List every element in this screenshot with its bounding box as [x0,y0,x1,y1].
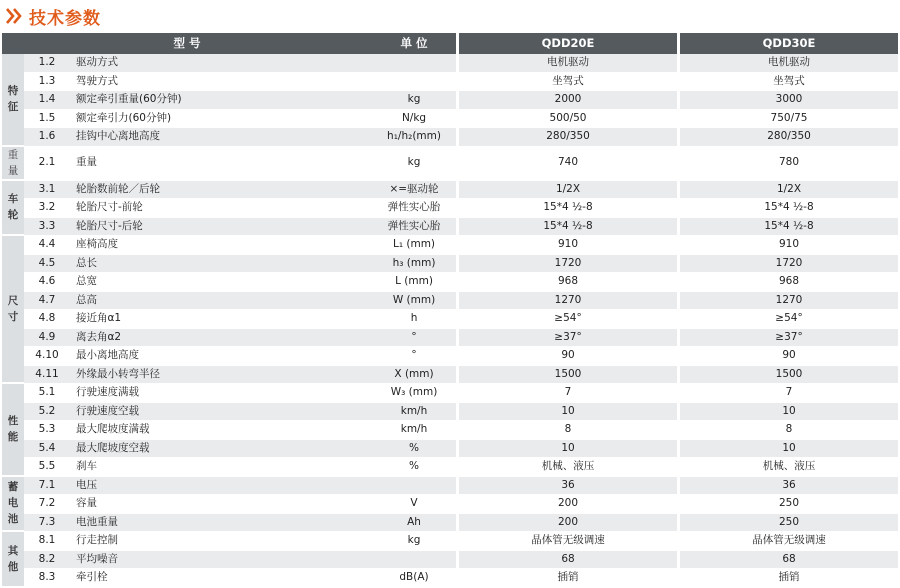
table-row [2,236,898,255]
row-unit: 弹性实心胎 [372,199,456,218]
model-a-value: 740 [459,147,677,181]
model-b-value: 910 [680,236,898,255]
row-name: 重量 [70,147,372,181]
row-name: 行驶速度空载 [70,403,372,422]
row-name: 总宽 [70,273,372,292]
model-a-value: ≥54° [459,310,677,329]
model-b-value: 10 [680,440,898,459]
row-name: 行走控制 [70,532,372,551]
row-unit [372,551,456,570]
model-b-value: 8 [680,421,898,440]
row-name: 驱动方式 [70,54,372,73]
row-code: 1.4 [24,91,70,110]
model-b-value: 3000 [680,91,898,110]
model-a-value: 15*4 ½-8 [459,199,677,218]
table-row [2,181,898,200]
row-code: 3.2 [24,199,70,218]
model-a-value: 910 [459,236,677,255]
row-name: 最小离地高度 [70,347,372,366]
row-unit [372,54,456,73]
table-row [2,384,898,403]
group-label: 特 征 [2,54,24,147]
model-a-value: 200 [459,495,677,514]
row-unit: % [372,440,456,459]
row-code: 7.2 [24,495,70,514]
row-unit: h₁/h₂(mm) [372,128,456,147]
model-a-value: 插销 [459,569,677,588]
table-row [2,73,898,92]
model-a-value: 7 [459,384,677,403]
model-a-value: 机械、液压 [459,458,677,477]
model-b-value: 坐驾式 [680,73,898,92]
page-title: 技术参数 [29,8,101,29]
table-row [2,495,898,514]
table-row [2,329,898,348]
table-row [2,347,898,366]
row-code: 1.5 [24,110,70,129]
table-row [2,421,898,440]
model-b-value: 1500 [680,366,898,385]
model-a-value: 1500 [459,366,677,385]
row-code: 4.10 [24,347,70,366]
model-b-value: 750/75 [680,110,898,129]
model-a-value: 90 [459,347,677,366]
model-a-value: 10 [459,440,677,459]
row-name: 总高 [70,292,372,311]
row-unit: L₁ (mm) [372,236,456,255]
row-unit [372,73,456,92]
model-a-value: 2000 [459,91,677,110]
row-name: 总长 [70,255,372,274]
model-a-value: 200 [459,514,677,533]
row-code: 1.6 [24,128,70,147]
row-unit [372,477,456,496]
table-row [2,91,898,110]
row-code: 4.11 [24,366,70,385]
table-row [2,218,898,237]
row-code: 7.3 [24,514,70,533]
row-unit: kg [372,147,456,181]
row-unit: ×=驱动轮 [372,181,456,200]
row-unit: X (mm) [372,366,456,385]
model-b-value: 968 [680,273,898,292]
model-a-value: 坐驾式 [459,73,677,92]
row-unit: % [372,458,456,477]
spec-table [2,33,898,588]
row-name: 轮胎数前轮／后轮 [70,181,372,200]
row-name: 额定牵引力(60分钟) [70,110,372,129]
model-a-value: 15*4 ½-8 [459,218,677,237]
model-a-value: 280/350 [459,128,677,147]
row-unit: N/kg [372,110,456,129]
row-unit: Ah [372,514,456,533]
table-body [2,54,898,588]
row-unit: kg [372,532,456,551]
row-name: 接近角α1 [70,310,372,329]
row-unit: V [372,495,456,514]
model-b-value: 电机驱动 [680,54,898,73]
model-a-value: 1/2X [459,181,677,200]
model-b-value: 1/2X [680,181,898,200]
row-unit: W (mm) [372,292,456,311]
row-name: 平均噪音 [70,551,372,570]
row-unit: h₃ (mm) [372,255,456,274]
row-name: 牵引栓 [70,569,372,588]
table-header-row [2,33,898,54]
row-code: 5.3 [24,421,70,440]
group-label: 重 量 [2,147,24,181]
table-row [2,110,898,129]
row-code: 8.3 [24,569,70,588]
table-row [2,532,898,551]
table-row [2,199,898,218]
row-unit: h [372,310,456,329]
row-name: 驾驶方式 [70,73,372,92]
row-unit: dB(A) [372,569,456,588]
row-code: 3.3 [24,218,70,237]
table-row [2,440,898,459]
model-a-value: 36 [459,477,677,496]
row-name: 离去角α2 [70,329,372,348]
row-unit: 弹性实心胎 [372,218,456,237]
table-row [2,147,898,181]
row-name: 行驶速度满载 [70,384,372,403]
model-b-value: ≥37° [680,329,898,348]
row-code: 4.8 [24,310,70,329]
model-b-value: 机械、液压 [680,458,898,477]
row-code: 4.9 [24,329,70,348]
model-b-value: 250 [680,495,898,514]
row-unit: ° [372,347,456,366]
model-a-value: 晶体管无级调速 [459,532,677,551]
row-code: 4.7 [24,292,70,311]
row-code: 7.1 [24,477,70,496]
row-name: 挂钩中心离地高度 [70,128,372,147]
unit-header: 单 位 [372,33,456,54]
table-row [2,292,898,311]
table-row [2,514,898,533]
row-name: 最大爬坡度空载 [70,440,372,459]
model-b-value: 68 [680,551,898,570]
row-code: 4.6 [24,273,70,292]
table-row [2,569,898,588]
table-row [2,310,898,329]
row-unit: ° [372,329,456,348]
model-b-header: QDD30E [680,33,898,54]
model-a-value: ≥37° [459,329,677,348]
row-code: 1.2 [24,54,70,73]
model-a-value: 1720 [459,255,677,274]
row-code: 5.1 [24,384,70,403]
model-a-value: 500/50 [459,110,677,129]
table-row [2,458,898,477]
model-a-value: 68 [459,551,677,570]
group-label: 尺 寸 [2,236,24,384]
row-code: 8.2 [24,551,70,570]
row-code: 5.4 [24,440,70,459]
table-row [2,366,898,385]
model-b-value: 780 [680,147,898,181]
row-name: 最大爬坡度满载 [70,421,372,440]
model-a-header: QDD20E [459,33,677,54]
row-code: 3.1 [24,181,70,200]
row-code: 5.2 [24,403,70,422]
row-code: 4.4 [24,236,70,255]
double-chevron-icon [5,7,25,25]
row-name: 轮胎尺寸-前轮 [70,199,372,218]
table-row [2,273,898,292]
row-name: 额定牵引重量(60分钟) [70,91,372,110]
row-code: 2.1 [24,147,70,181]
group-label: 车 轮 [2,181,24,237]
table-row [2,128,898,147]
row-unit: kg [372,91,456,110]
model-b-value: 1270 [680,292,898,311]
row-code: 4.5 [24,255,70,274]
row-unit: km/h [372,403,456,422]
model-b-value: 15*4 ½-8 [680,199,898,218]
model-a-value: 10 [459,403,677,422]
model-b-value: 15*4 ½-8 [680,218,898,237]
model-header: 型 号 [2,33,372,54]
table-row [2,403,898,422]
model-b-value: 1720 [680,255,898,274]
model-b-value: 36 [680,477,898,496]
table-row [2,54,898,73]
row-name: 电压 [70,477,372,496]
model-b-value: 7 [680,384,898,403]
row-name: 轮胎尺寸-后轮 [70,218,372,237]
group-label: 蓄 电 池 [2,477,24,533]
row-name: 容量 [70,495,372,514]
table-row [2,477,898,496]
row-name: 电池重量 [70,514,372,533]
model-a-value: 8 [459,421,677,440]
model-a-value: 1270 [459,292,677,311]
model-a-value: 电机驱动 [459,54,677,73]
row-unit: km/h [372,421,456,440]
row-code: 1.3 [24,73,70,92]
model-b-value: ≥54° [680,310,898,329]
row-code: 5.5 [24,458,70,477]
model-b-value: 晶体管无级调速 [680,532,898,551]
table-row [2,551,898,570]
group-label: 性 能 [2,384,24,477]
model-b-value: 90 [680,347,898,366]
model-b-value: 280/350 [680,128,898,147]
model-a-value: 968 [459,273,677,292]
section-header [5,3,101,29]
row-name: 座椅高度 [70,236,372,255]
row-code: 8.1 [24,532,70,551]
row-name: 刹车 [70,458,372,477]
row-unit: W₃ (mm) [372,384,456,403]
table-row [2,255,898,274]
model-b-value: 10 [680,403,898,422]
row-name: 外缘最小转弯半径 [70,366,372,385]
model-b-value: 插销 [680,569,898,588]
group-label: 其 他 [2,532,24,588]
row-unit: L (mm) [372,273,456,292]
model-b-value: 250 [680,514,898,533]
